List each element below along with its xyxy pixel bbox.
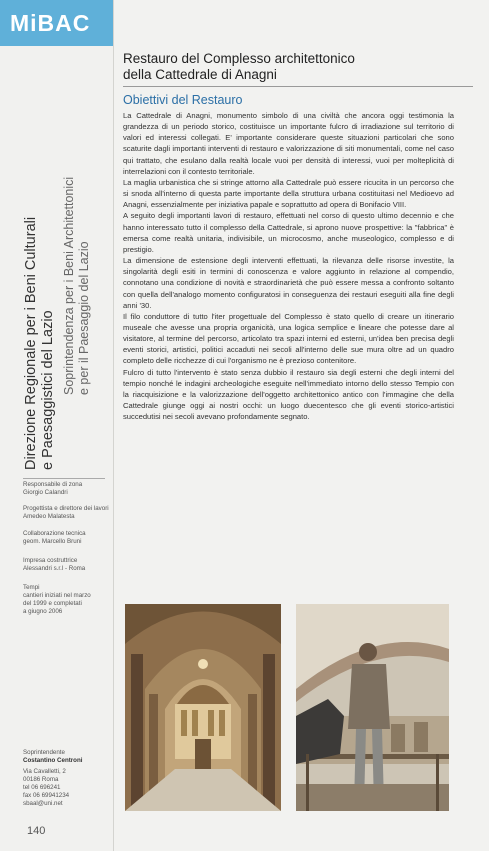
page-title bbox=[123, 51, 473, 83]
section-heading: Obiettivi del Restauro bbox=[123, 93, 243, 107]
address-line: Via Cavalletti, 2 bbox=[23, 768, 66, 775]
soprintendenza-heading bbox=[62, 177, 92, 395]
page-number: 140 bbox=[27, 825, 46, 837]
credit-collaborazione bbox=[23, 530, 111, 546]
credit-role: Progettista e direttore dei lavori bbox=[23, 505, 109, 512]
credit-role: Impresa costruttrice bbox=[23, 557, 78, 564]
paragraph: A seguito degli importanti lavori di restauro, effettuati nel corso di questo ultimo decennio e che hanno interessato tutto il complesso della Cattedrale, si aprono nuove prospettive: la "fabbrica" è emersa come realtà unitaria, indivisibile, un microcosmo, anche museologico, complesso e di prestigio. bbox=[123, 211, 454, 254]
fax-line: fax 06 69941234 bbox=[23, 792, 70, 799]
tempi-line: a giugno 2006 bbox=[23, 608, 63, 615]
credit-tempi bbox=[23, 584, 111, 616]
phone-line: tel 06 696241 bbox=[23, 784, 61, 791]
article-body bbox=[123, 110, 454, 422]
paragraph: Fulcro di tutto l'intervento è stato senza dubbio il restauro sia degli esterni che degli interni del tempio nonché le indagini archeologiche eseguite nell'immediato intorno dello stesso Tempio con la riacquisizione e la valorizzazione dell'oggetto architettonico antico con l'immagine che della Cattedrale giunge oggi ai nostri occhi: un luogo duecentesco che gli eventi storico-artistici succedutisi nei secoli avevano profondamente segnato. bbox=[123, 367, 454, 422]
mibac-logo bbox=[0, 0, 113, 46]
soprintendenza-line-1: Soprintendenza per i Beni Architettonici bbox=[62, 176, 76, 395]
tempi-line: cantieri iniziati nel marzo bbox=[23, 592, 91, 599]
logo-text: MiBAC bbox=[10, 10, 91, 36]
cathedral-interior-photo bbox=[125, 604, 281, 811]
tempi-line: del 1999 e completati bbox=[23, 600, 82, 607]
paragraph: La dimensione de estensione degli interventi effettuati, la rilevanza delle risorse investite, la singolarità degli esiti in termini di conoscenza e valore aggiunto in relazione al compendio, connotano una condizione di novità e straordinarietà che può essere messa a confronto soltanto con quella dell'analogo momento configuratosi in conseguenza dei restauri eseguiti alla fine degli anni '30. bbox=[123, 256, 454, 310]
credit-responsabile bbox=[23, 481, 111, 497]
sidebar-divider bbox=[23, 478, 105, 479]
address-line: 00186 Roma bbox=[23, 776, 59, 783]
title-line-1: Restauro del Complesso architettonico bbox=[123, 51, 355, 66]
tempi-label: Tempi bbox=[23, 584, 40, 591]
credit-name: geom. Marcello Bruni bbox=[23, 538, 82, 545]
soprintendente-label: Soprintendente bbox=[23, 749, 65, 756]
paragraph: La maglia urbanistica che si stringe attorno alla Cattedrale può essere ricucita in un percorso che si snoda all'interno di questa parte importante della struttura urbana costituitasi nel Medioevo ad Anagni, essenzialmente per iniziativa papale e soprattutto ad opera di Bonifacio VIII. bbox=[123, 177, 454, 210]
paragraph: Il filo conduttore di tutto l'iter progettuale del Complesso è stato quello di creare un itinerario museale che avesse una propria organicità, una logica semplice e lineare che potesse dare al visitatore, al termine del percorso, articolato tra spazi interni ed esterni, un'idea ben precisa degli eventi storici, artistici, politici accaduti nei secoli all'interno delle sue mura oltre ad un quadro completo delle ricchezze di cui l'organismo ne è prezioso contenitore. bbox=[123, 311, 454, 366]
credit-name: Amedeo Malatesta bbox=[23, 513, 75, 520]
direzione-heading bbox=[23, 217, 57, 470]
soprintendente-name: Costantino Centroni bbox=[23, 757, 83, 764]
email-line: sbaal@uni.net bbox=[23, 800, 63, 807]
restoration-workers-photo bbox=[296, 604, 449, 811]
credit-role: Responsabile di zona bbox=[23, 481, 83, 488]
credit-name: Alessandri s.r.l - Roma bbox=[23, 565, 86, 572]
credit-impresa bbox=[23, 557, 111, 573]
title-line-2: della Cattedrale di Anagni bbox=[123, 67, 277, 82]
paragraph: La Cattedrale di Anagni, monumento simbolo di una civiltà che ancora oggi testimonia la grandezza di un periodo storico, costituisce un importante fulcro di irradiazione sul territorio di valori ed interessi collegati. E' importante considerare queste situazioni particolari che sono scaturite dagli importanti interventi di restauro e valorizzazione di siti monumentali, come nel caso qui trattato, che esulano dalla realtà locale vuoi per densità di interessi, vuoi per molteplicità di interrelazioni con il contesto territoriale. bbox=[123, 111, 454, 176]
credit-role: Collaborazione tecnica bbox=[23, 530, 86, 537]
credit-progettista bbox=[23, 505, 111, 521]
title-divider bbox=[123, 86, 473, 87]
soprintendente-block bbox=[23, 749, 111, 808]
left-sidebar bbox=[0, 0, 114, 851]
credit-name: Giorgio Calandri bbox=[23, 489, 68, 496]
article bbox=[114, 0, 489, 851]
soprintendenza-line-2: e per il Paesaggio del Lazio bbox=[77, 241, 91, 395]
direzione-line-1: Direzione Regionale per i Beni Culturali bbox=[23, 216, 39, 470]
direzione-line-2: e Paesaggistici del Lazio bbox=[40, 310, 56, 470]
